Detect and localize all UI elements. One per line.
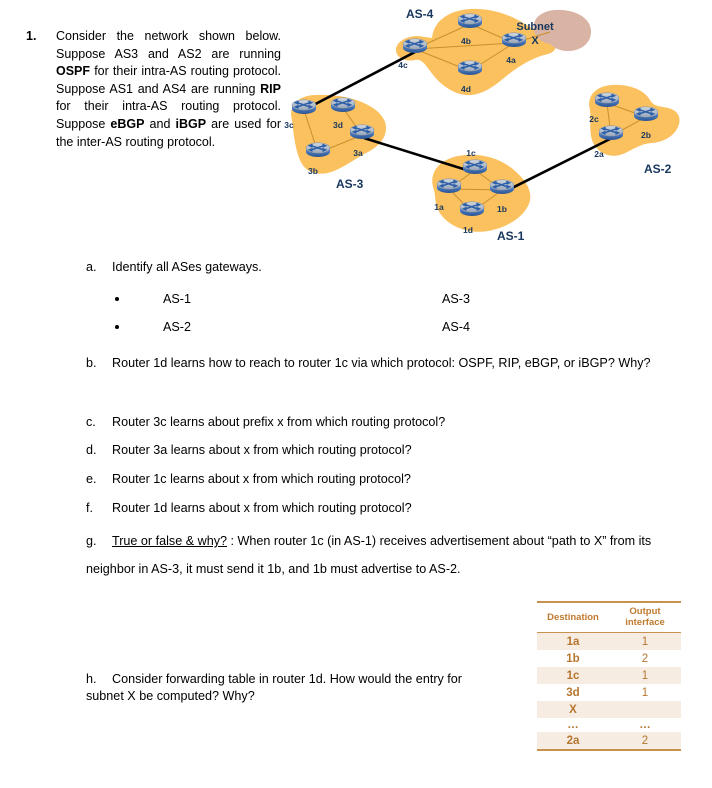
table-row	[537, 701, 681, 718]
subquestion-h-text: Consider forwarding table in router 1d. How would the entry for subnet X be computed? Why?	[86, 672, 463, 703]
subquestion-c	[86, 413, 702, 431]
subquestion-a	[86, 258, 386, 276]
as-label-as-1: AS-1	[497, 229, 525, 243]
subquestion-c-text: Router 3c learns about prefix x from which routing protocol?	[112, 415, 446, 429]
forwarding-table	[537, 601, 681, 751]
gateway-bullet-list	[115, 292, 535, 348]
router-label-3b: 3b	[308, 166, 318, 176]
cell-output-interface: 2	[609, 732, 681, 750]
column-header-destination: Destination	[537, 602, 609, 633]
gateway-as-4: AS-4	[442, 320, 470, 334]
router-label-3d: 3d	[333, 120, 343, 130]
subquestion-h-marker: h.	[86, 672, 97, 686]
as-label-as-3: AS-3	[336, 177, 364, 191]
subquestion-b	[86, 354, 702, 372]
table-row	[537, 650, 681, 667]
table-body	[537, 633, 681, 751]
as-label-as-4: AS-4	[406, 7, 434, 21]
subquestion-e-marker: e.	[86, 472, 97, 486]
router-label-2b: 2b	[641, 130, 651, 140]
table-row	[537, 718, 681, 732]
router-label-1b: 1b	[497, 204, 507, 214]
cell-output-interface: 2	[641, 652, 649, 665]
cell-destination: X	[537, 701, 609, 718]
cell-destination: 3d	[566, 686, 580, 699]
list-item	[115, 292, 535, 320]
link-as3-as1	[364, 138, 473, 172]
subquestion-e-text: Router 1c learns about x from which routing protocol?	[112, 472, 411, 486]
column-header-output-interface	[609, 602, 681, 633]
column-header-output-line2: interface	[625, 617, 665, 628]
cell-output-interface: 1	[641, 686, 649, 699]
router-label-4c: 4c	[398, 60, 408, 70]
table-header-row	[537, 602, 681, 633]
subquestion-f-text: Router 1d learns about x from which routing protocol?	[112, 501, 412, 515]
gateway-as-2: AS-2	[163, 320, 191, 334]
bullet-icon	[115, 297, 119, 301]
table-header	[537, 602, 681, 633]
router-label-3c: 3c	[284, 120, 294, 130]
subquestion-a-text: Identify all ASes gateways.	[112, 260, 262, 274]
question-1-block	[26, 28, 281, 151]
subquestion-e	[86, 470, 702, 488]
link-as1-as2	[504, 138, 612, 192]
subquestion-g-text: True or false & why? : When router 1c (in AS-1) receives advertisement about “path to X” from its neighbor in AS-3, it must send it 1b, and 1b must advertise to AS-2.	[86, 534, 652, 576]
subquestion-g	[86, 527, 702, 583]
subquestion-f	[86, 499, 702, 517]
router-label-2c: 2c	[589, 114, 599, 124]
cell-destination: 1c	[537, 667, 609, 684]
cell-output-interface	[609, 701, 681, 718]
subquestion-d-text: Router 3a learns about x from which routing protocol?	[112, 443, 412, 457]
router-label-1c: 1c	[466, 148, 476, 158]
cell-output-interface: …	[639, 719, 651, 731]
cell-destination: 1a	[537, 633, 609, 651]
table-row	[537, 732, 681, 750]
as-label-as-2: AS-2	[644, 162, 672, 176]
subnet-x-label-line2: X	[531, 35, 539, 47]
subquestion-f-marker: f.	[86, 501, 93, 515]
router-label-3a: 3a	[353, 148, 363, 158]
router-label-1a: 1a	[434, 202, 444, 212]
subquestion-h	[86, 671, 466, 705]
subquestion-g-marker: g.	[86, 534, 97, 548]
cell-destination: 1b	[566, 652, 580, 665]
network-topology-diagram	[282, 0, 712, 252]
table-row	[537, 684, 681, 701]
cell-destination: …	[567, 719, 579, 731]
question-intro-text: Consider the network shown below. Suppose AS3 and AS2 are running OSPF for their intra-AS routing protocol. Suppose AS1 and AS4 are running RIP for their intra-AS routing protocol. Suppose eBGP and iBGP are used for the inter-AS routing protocol.	[56, 29, 281, 149]
subnet-x-label-line1: Subnet	[516, 21, 554, 33]
table-row	[537, 667, 681, 684]
subquestion-d-marker: d.	[86, 443, 97, 457]
gateway-as-3: AS-3	[442, 292, 470, 306]
column-header-output-line1: Output	[629, 606, 661, 617]
subquestion-b-marker: b.	[86, 356, 97, 370]
gateway-as-1: AS-1	[163, 292, 191, 306]
list-item	[115, 320, 535, 348]
bullet-icon	[115, 325, 119, 329]
subquestion-c-marker: c.	[86, 415, 96, 429]
router-label-4a: 4a	[506, 55, 516, 65]
router-label-4d: 4d	[461, 84, 471, 94]
subquestion-d	[86, 441, 702, 459]
table-row	[537, 633, 681, 651]
cell-output-interface: 1	[609, 667, 681, 684]
subquestion-b-text: Router 1d learns how to reach to router 1c via which protocol: OSPF, RIP, eBGP, or iBGP? Why?	[112, 356, 651, 370]
router-label-4b: 4b	[461, 36, 471, 46]
subquestion-a-marker: a.	[86, 260, 97, 274]
router-label-1d: 1d	[463, 225, 473, 235]
router-label-2a: 2a	[594, 149, 604, 159]
question-number: 1.	[26, 29, 37, 43]
cell-destination: 2a	[537, 732, 609, 750]
cell-output-interface: 1	[609, 633, 681, 651]
